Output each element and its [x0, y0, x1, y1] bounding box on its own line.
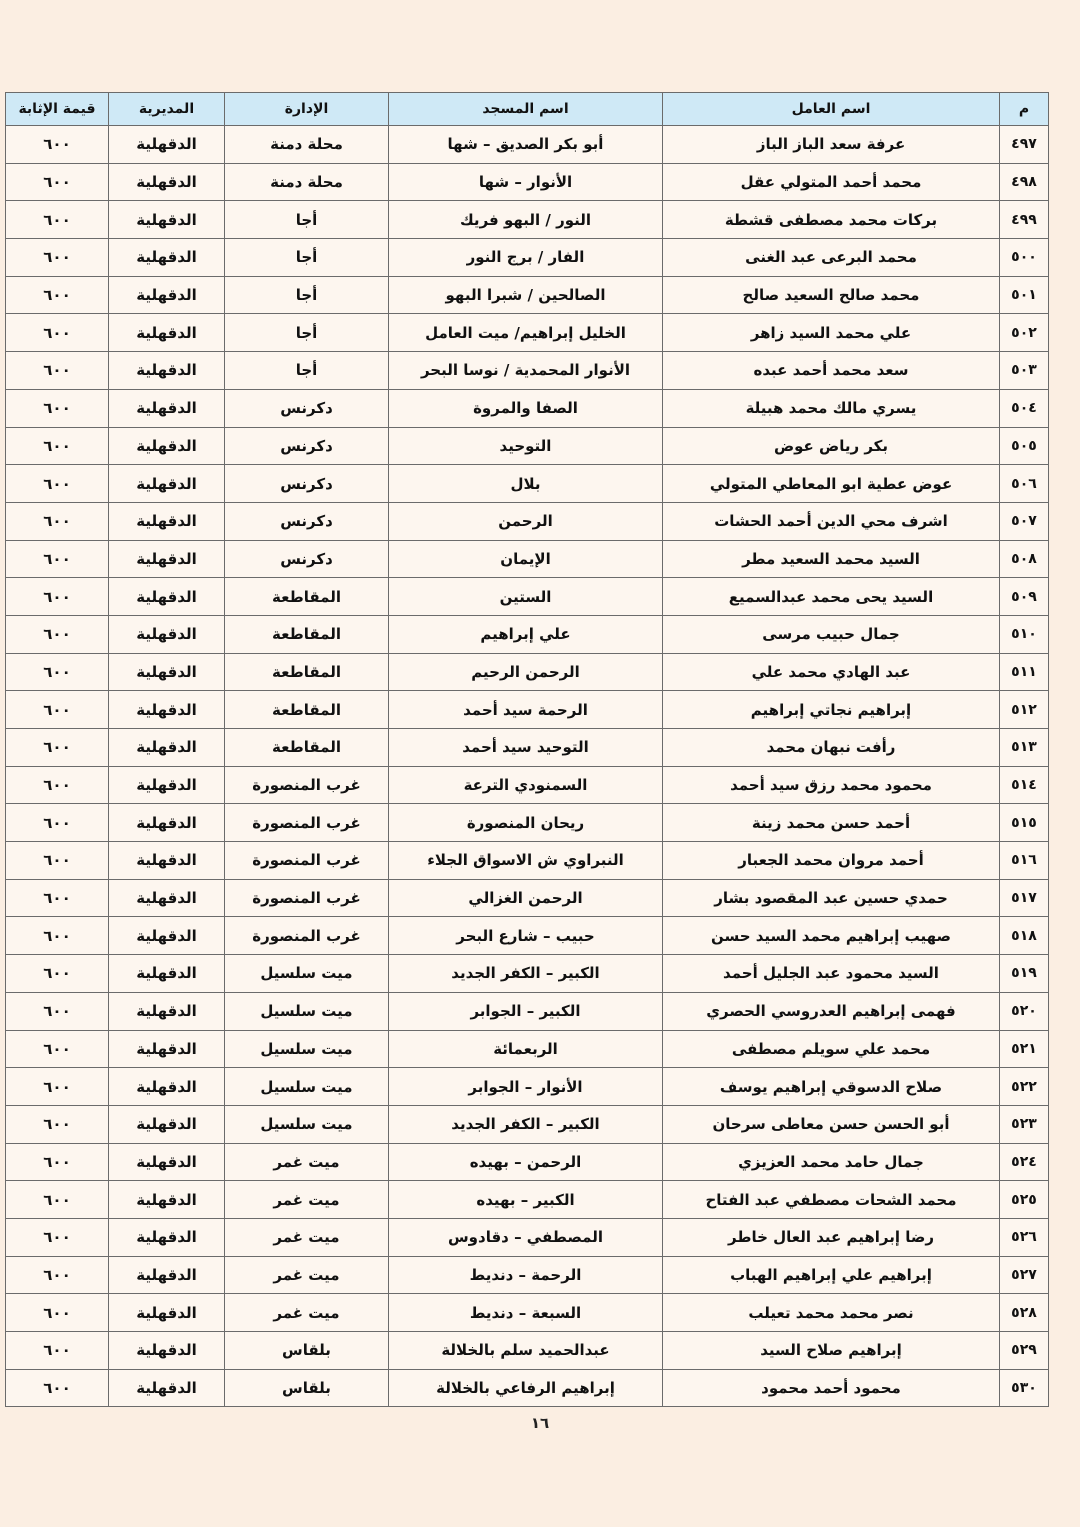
- cell-mosque-name: النور / البهو فريك: [389, 201, 663, 239]
- table-body: [6, 126, 1049, 1407]
- table-row: [6, 1181, 1049, 1219]
- cell-mosque-name: الرحمن – بهيده: [389, 1143, 663, 1181]
- cell-directorate: الدقهلية: [109, 314, 225, 352]
- cell-num: ٤٩٩: [1000, 201, 1049, 239]
- cell-worker-name: بركات محمد مصطفى قشطة: [663, 201, 1000, 239]
- cell-worker-name: السيد يحى محمد عبدالسميع: [663, 578, 1000, 616]
- cell-num: ٥١٤: [1000, 766, 1049, 804]
- cell-administration: المقاطعة: [225, 615, 389, 653]
- cell-directorate: الدقهلية: [109, 1143, 225, 1181]
- cell-num: ٥٠٨: [1000, 540, 1049, 578]
- cell-worker-name: محمد صالح السعيد صالح: [663, 276, 1000, 314]
- cell-directorate: الدقهلية: [109, 1256, 225, 1294]
- cell-directorate: الدقهلية: [109, 766, 225, 804]
- table-row: [6, 955, 1049, 993]
- cell-worker-name: جمال حبيب مرسى: [663, 615, 1000, 653]
- cell-administration: ميت غمر: [225, 1218, 389, 1256]
- cell-directorate: الدقهلية: [109, 502, 225, 540]
- cell-reward-amount: ٦٠٠: [6, 1105, 109, 1143]
- header-directorate: المديرية: [109, 93, 225, 126]
- cell-directorate: الدقهلية: [109, 1105, 225, 1143]
- cell-reward-amount: ٦٠٠: [6, 1294, 109, 1332]
- cell-worker-name: أحمد حسن محمد زينة: [663, 804, 1000, 842]
- cell-reward-amount: ٦٠٠: [6, 1030, 109, 1068]
- cell-num: ٥٠٦: [1000, 465, 1049, 503]
- cell-worker-name: محمد علي سويلم مصطفى: [663, 1030, 1000, 1068]
- table-row: [6, 276, 1049, 314]
- cell-directorate: الدقهلية: [109, 389, 225, 427]
- cell-administration: محلة دمنة: [225, 163, 389, 201]
- table-row: [6, 239, 1049, 277]
- cell-reward-amount: ٦٠٠: [6, 917, 109, 955]
- cell-num: ٥٢٨: [1000, 1294, 1049, 1332]
- table-row: [6, 804, 1049, 842]
- cell-mosque-name: علي إبراهيم: [389, 615, 663, 653]
- cell-mosque-name: الإيمان: [389, 540, 663, 578]
- cell-worker-name: محمد أحمد المتولي عقل: [663, 163, 1000, 201]
- cell-administration: غرب المنصورة: [225, 804, 389, 842]
- cell-num: ٥١٩: [1000, 955, 1049, 993]
- header-num: م: [1000, 93, 1049, 126]
- cell-num: ٥٢٧: [1000, 1256, 1049, 1294]
- cell-administration: غرب المنصورة: [225, 842, 389, 880]
- cell-num: ٥١٠: [1000, 615, 1049, 653]
- table-row: [6, 1332, 1049, 1370]
- table-row: [6, 879, 1049, 917]
- cell-mosque-name: الرحمن الغزالي: [389, 879, 663, 917]
- cell-mosque-name: الرحمة – دنديط: [389, 1256, 663, 1294]
- table-row: [6, 1218, 1049, 1256]
- header-mosque-name: اسم المسجد: [389, 93, 663, 126]
- cell-directorate: الدقهلية: [109, 465, 225, 503]
- table-row: [6, 465, 1049, 503]
- cell-administration: ميت غمر: [225, 1181, 389, 1219]
- table-row: [6, 201, 1049, 239]
- table-row: [6, 427, 1049, 465]
- cell-reward-amount: ٦٠٠: [6, 389, 109, 427]
- cell-mosque-name: السمنودي الترعة: [389, 766, 663, 804]
- page-number: ١٦: [530, 1414, 550, 1432]
- cell-num: ٥١٧: [1000, 879, 1049, 917]
- rewards-table-container: [5, 92, 1048, 1407]
- cell-directorate: الدقهلية: [109, 1294, 225, 1332]
- cell-reward-amount: ٦٠٠: [6, 992, 109, 1030]
- cell-reward-amount: ٦٠٠: [6, 615, 109, 653]
- cell-administration: بلقاس: [225, 1369, 389, 1407]
- cell-directorate: الدقهلية: [109, 578, 225, 616]
- cell-num: ٥٣٠: [1000, 1369, 1049, 1407]
- cell-directorate: الدقهلية: [109, 1218, 225, 1256]
- cell-administration: ميت غمر: [225, 1143, 389, 1181]
- cell-directorate: الدقهلية: [109, 842, 225, 880]
- cell-directorate: الدقهلية: [109, 1068, 225, 1106]
- cell-administration: ميت غمر: [225, 1256, 389, 1294]
- cell-worker-name: محمد الشحات مصطفي عبد الفتاح: [663, 1181, 1000, 1219]
- table-row: [6, 766, 1049, 804]
- cell-mosque-name: الربعمائة: [389, 1030, 663, 1068]
- cell-administration: ميت سلسيل: [225, 1105, 389, 1143]
- cell-num: ٥٢٠: [1000, 992, 1049, 1030]
- cell-num: ٥٠٧: [1000, 502, 1049, 540]
- cell-mosque-name: حبيب – شارع البحر: [389, 917, 663, 955]
- cell-num: ٥٠١: [1000, 276, 1049, 314]
- cell-reward-amount: ٦٠٠: [6, 955, 109, 993]
- cell-worker-name: بكر رياض عوض: [663, 427, 1000, 465]
- cell-worker-name: فهمى إبراهيم العدروسي الحصري: [663, 992, 1000, 1030]
- cell-administration: أجا: [225, 239, 389, 277]
- cell-directorate: الدقهلية: [109, 1181, 225, 1219]
- cell-mosque-name: الصالحين / شبرا البهو: [389, 276, 663, 314]
- cell-directorate: الدقهلية: [109, 691, 225, 729]
- cell-reward-amount: ٦٠٠: [6, 427, 109, 465]
- cell-administration: دكرنس: [225, 427, 389, 465]
- cell-num: ٥٠٢: [1000, 314, 1049, 352]
- cell-directorate: الدقهلية: [109, 352, 225, 390]
- table-row: [6, 578, 1049, 616]
- table-row: [6, 1294, 1049, 1332]
- cell-reward-amount: ٦٠٠: [6, 201, 109, 239]
- cell-reward-amount: ٦٠٠: [6, 578, 109, 616]
- table-row: [6, 615, 1049, 653]
- cell-directorate: الدقهلية: [109, 126, 225, 164]
- cell-worker-name: جمال حامد محمد العزيزي: [663, 1143, 1000, 1181]
- cell-administration: محلة دمنة: [225, 126, 389, 164]
- cell-mosque-name: الكبير – الكفر الجديد: [389, 955, 663, 993]
- cell-num: ٥٢١: [1000, 1030, 1049, 1068]
- table-row: [6, 653, 1049, 691]
- cell-mosque-name: ريحان المنصورة: [389, 804, 663, 842]
- cell-reward-amount: ٦٠٠: [6, 729, 109, 767]
- cell-mosque-name: الرحمة سيد أحمد: [389, 691, 663, 729]
- cell-administration: المقاطعة: [225, 578, 389, 616]
- cell-directorate: الدقهلية: [109, 540, 225, 578]
- table-row: [6, 1105, 1049, 1143]
- cell-worker-name: أحمد مروان محمد الجعبار: [663, 842, 1000, 880]
- header-reward-amount: قيمة الإثابة: [6, 93, 109, 126]
- cell-reward-amount: ٦٠٠: [6, 1332, 109, 1370]
- cell-worker-name: سعد محمد أحمد عبده: [663, 352, 1000, 390]
- cell-directorate: الدقهلية: [109, 239, 225, 277]
- cell-reward-amount: ٦٠٠: [6, 1068, 109, 1106]
- cell-reward-amount: ٦٠٠: [6, 163, 109, 201]
- cell-administration: أجا: [225, 352, 389, 390]
- cell-worker-name: محمد البرعى عبد الغنى: [663, 239, 1000, 277]
- cell-mosque-name: السبعة – دنديط: [389, 1294, 663, 1332]
- cell-reward-amount: ٦٠٠: [6, 804, 109, 842]
- cell-worker-name: السيد محمود عبد الجليل أحمد: [663, 955, 1000, 993]
- cell-num: ٥١٥: [1000, 804, 1049, 842]
- cell-reward-amount: ٦٠٠: [6, 691, 109, 729]
- table-row: [6, 314, 1049, 352]
- cell-directorate: الدقهلية: [109, 955, 225, 993]
- cell-reward-amount: ٦٠٠: [6, 276, 109, 314]
- cell-mosque-name: الخليل إبراهيم/ ميت العامل: [389, 314, 663, 352]
- cell-reward-amount: ٦٠٠: [6, 126, 109, 164]
- cell-reward-amount: ٦٠٠: [6, 352, 109, 390]
- table-row: [6, 1068, 1049, 1106]
- cell-administration: ميت سلسيل: [225, 1068, 389, 1106]
- cell-num: ٥٢٢: [1000, 1068, 1049, 1106]
- cell-worker-name: إبراهيم علي إبراهيم الهباب: [663, 1256, 1000, 1294]
- cell-administration: دكرنس: [225, 465, 389, 503]
- cell-directorate: الدقهلية: [109, 917, 225, 955]
- table-row: [6, 729, 1049, 767]
- cell-worker-name: عوض عطية ابو المعاطي المتولي: [663, 465, 1000, 503]
- cell-administration: ميت غمر: [225, 1294, 389, 1332]
- cell-worker-name: علي محمد السيد زاهر: [663, 314, 1000, 352]
- cell-num: ٥١٢: [1000, 691, 1049, 729]
- cell-worker-name: رأفت نبهان محمد: [663, 729, 1000, 767]
- cell-administration: غرب المنصورة: [225, 879, 389, 917]
- cell-num: ٥٠٥: [1000, 427, 1049, 465]
- cell-mosque-name: الأنوار – الجوابر: [389, 1068, 663, 1106]
- cell-mosque-name: التوحيد: [389, 427, 663, 465]
- cell-administration: أجا: [225, 314, 389, 352]
- cell-num: ٥٢٦: [1000, 1218, 1049, 1256]
- cell-worker-name: إبراهيم نجاتي إبراهيم: [663, 691, 1000, 729]
- cell-reward-amount: ٦٠٠: [6, 766, 109, 804]
- table-row: [6, 1143, 1049, 1181]
- cell-mosque-name: الكبير – بهيده: [389, 1181, 663, 1219]
- cell-directorate: الدقهلية: [109, 1030, 225, 1068]
- cell-reward-amount: ٦٠٠: [6, 1369, 109, 1407]
- cell-reward-amount: ٦٠٠: [6, 1218, 109, 1256]
- cell-administration: أجا: [225, 201, 389, 239]
- cell-mosque-name: الأنوار المحمدية / نوسا البحر: [389, 352, 663, 390]
- cell-worker-name: يسري مالك محمد هبيلة: [663, 389, 1000, 427]
- cell-mosque-name: الستين: [389, 578, 663, 616]
- cell-administration: بلقاس: [225, 1332, 389, 1370]
- table-row: [6, 389, 1049, 427]
- cell-reward-amount: ٦٠٠: [6, 1181, 109, 1219]
- cell-mosque-name: الكبير – الكفر الجديد: [389, 1105, 663, 1143]
- cell-administration: ميت سلسيل: [225, 1030, 389, 1068]
- cell-administration: غرب المنصورة: [225, 917, 389, 955]
- rewards-table: [5, 92, 1049, 1407]
- cell-mosque-name: المصطفي – دقادوس: [389, 1218, 663, 1256]
- cell-reward-amount: ٦٠٠: [6, 465, 109, 503]
- cell-num: ٥١٣: [1000, 729, 1049, 767]
- cell-mosque-name: أبو بكر الصديق – شها: [389, 126, 663, 164]
- cell-directorate: الدقهلية: [109, 201, 225, 239]
- table-row: [6, 540, 1049, 578]
- header-worker-name: اسم العامل: [663, 93, 1000, 126]
- cell-directorate: الدقهلية: [109, 879, 225, 917]
- cell-directorate: الدقهلية: [109, 163, 225, 201]
- cell-directorate: الدقهلية: [109, 615, 225, 653]
- cell-directorate: الدقهلية: [109, 804, 225, 842]
- cell-num: ٥١٦: [1000, 842, 1049, 880]
- cell-administration: ميت سلسيل: [225, 955, 389, 993]
- cell-num: ٥٠٠: [1000, 239, 1049, 277]
- cell-directorate: الدقهلية: [109, 992, 225, 1030]
- cell-mosque-name: الصفا والمروة: [389, 389, 663, 427]
- cell-num: ٥٢٥: [1000, 1181, 1049, 1219]
- cell-worker-name: رضا إبراهيم عبد العال خاطر: [663, 1218, 1000, 1256]
- cell-num: ٥٠٤: [1000, 389, 1049, 427]
- table-row: [6, 842, 1049, 880]
- cell-administration: ميت سلسيل: [225, 992, 389, 1030]
- cell-administration: المقاطعة: [225, 691, 389, 729]
- table-row: [6, 163, 1049, 201]
- cell-num: ٥٢٣: [1000, 1105, 1049, 1143]
- cell-mosque-name: بلال: [389, 465, 663, 503]
- cell-worker-name: محمود محمد رزق سيد أحمد: [663, 766, 1000, 804]
- cell-num: ٤٩٨: [1000, 163, 1049, 201]
- table-row: [6, 1256, 1049, 1294]
- cell-directorate: الدقهلية: [109, 1369, 225, 1407]
- cell-worker-name: صلاح الدسوقي إبراهيم يوسف: [663, 1068, 1000, 1106]
- cell-worker-name: صهيب إبراهيم محمد السيد حسن: [663, 917, 1000, 955]
- cell-mosque-name: الرحمن الرحيم: [389, 653, 663, 691]
- cell-reward-amount: ٦٠٠: [6, 653, 109, 691]
- cell-administration: دكرنس: [225, 502, 389, 540]
- cell-worker-name: عبد الهادي محمد علي: [663, 653, 1000, 691]
- cell-administration: أجا: [225, 276, 389, 314]
- cell-reward-amount: ٦٠٠: [6, 1256, 109, 1294]
- cell-worker-name: حمدي حسين عبد المقصود بشار: [663, 879, 1000, 917]
- cell-reward-amount: ٦٠٠: [6, 540, 109, 578]
- cell-directorate: الدقهلية: [109, 427, 225, 465]
- cell-directorate: الدقهلية: [109, 276, 225, 314]
- cell-worker-name: إبراهيم صلاح السيد: [663, 1332, 1000, 1370]
- table-row: [6, 1369, 1049, 1407]
- cell-mosque-name: الكبير – الجوابر: [389, 992, 663, 1030]
- table-row: [6, 502, 1049, 540]
- cell-mosque-name: النبراوي ش الاسواق الجلاء: [389, 842, 663, 880]
- cell-reward-amount: ٦٠٠: [6, 502, 109, 540]
- cell-num: ٥٢٤: [1000, 1143, 1049, 1181]
- table-row: [6, 126, 1049, 164]
- cell-worker-name: نصر محمد محمد تعيلب: [663, 1294, 1000, 1332]
- table-row: [6, 992, 1049, 1030]
- cell-mosque-name: الأنوار – شها: [389, 163, 663, 201]
- cell-num: ٥١١: [1000, 653, 1049, 691]
- cell-reward-amount: ٦٠٠: [6, 239, 109, 277]
- cell-mosque-name: عبدالحميد سلم بالخلالة: [389, 1332, 663, 1370]
- table-row: [6, 1030, 1049, 1068]
- cell-administration: المقاطعة: [225, 729, 389, 767]
- cell-directorate: الدقهلية: [109, 729, 225, 767]
- cell-num: ٥٠٣: [1000, 352, 1049, 390]
- cell-administration: دكرنس: [225, 540, 389, 578]
- cell-administration: دكرنس: [225, 389, 389, 427]
- cell-mosque-name: التوحيد سيد أحمد: [389, 729, 663, 767]
- cell-worker-name: عرفة سعد الباز الباز: [663, 126, 1000, 164]
- table-row: [6, 352, 1049, 390]
- cell-worker-name: أبو الحسن حسن معاطى سرحان: [663, 1105, 1000, 1143]
- cell-administration: غرب المنصورة: [225, 766, 389, 804]
- cell-num: ٥٠٩: [1000, 578, 1049, 616]
- cell-administration: المقاطعة: [225, 653, 389, 691]
- header-administration: الإدارة: [225, 93, 389, 126]
- cell-mosque-name: الفار / برج النور: [389, 239, 663, 277]
- table-row: [6, 917, 1049, 955]
- cell-directorate: الدقهلية: [109, 653, 225, 691]
- cell-mosque-name: إبراهيم الرفاعي بالخلالة: [389, 1369, 663, 1407]
- cell-mosque-name: الرحمن: [389, 502, 663, 540]
- cell-worker-name: محمود أحمد محمود: [663, 1369, 1000, 1407]
- cell-reward-amount: ٦٠٠: [6, 879, 109, 917]
- cell-num: ٤٩٧: [1000, 126, 1049, 164]
- cell-worker-name: السيد محمد السعيد مطر: [663, 540, 1000, 578]
- cell-num: ٥٢٩: [1000, 1332, 1049, 1370]
- cell-reward-amount: ٦٠٠: [6, 314, 109, 352]
- cell-worker-name: اشرف محي الدين أحمد الحشات: [663, 502, 1000, 540]
- cell-directorate: الدقهلية: [109, 1332, 225, 1370]
- table-header-row: [6, 93, 1049, 126]
- cell-num: ٥١٨: [1000, 917, 1049, 955]
- cell-reward-amount: ٦٠٠: [6, 1143, 109, 1181]
- cell-reward-amount: ٦٠٠: [6, 842, 109, 880]
- table-row: [6, 691, 1049, 729]
